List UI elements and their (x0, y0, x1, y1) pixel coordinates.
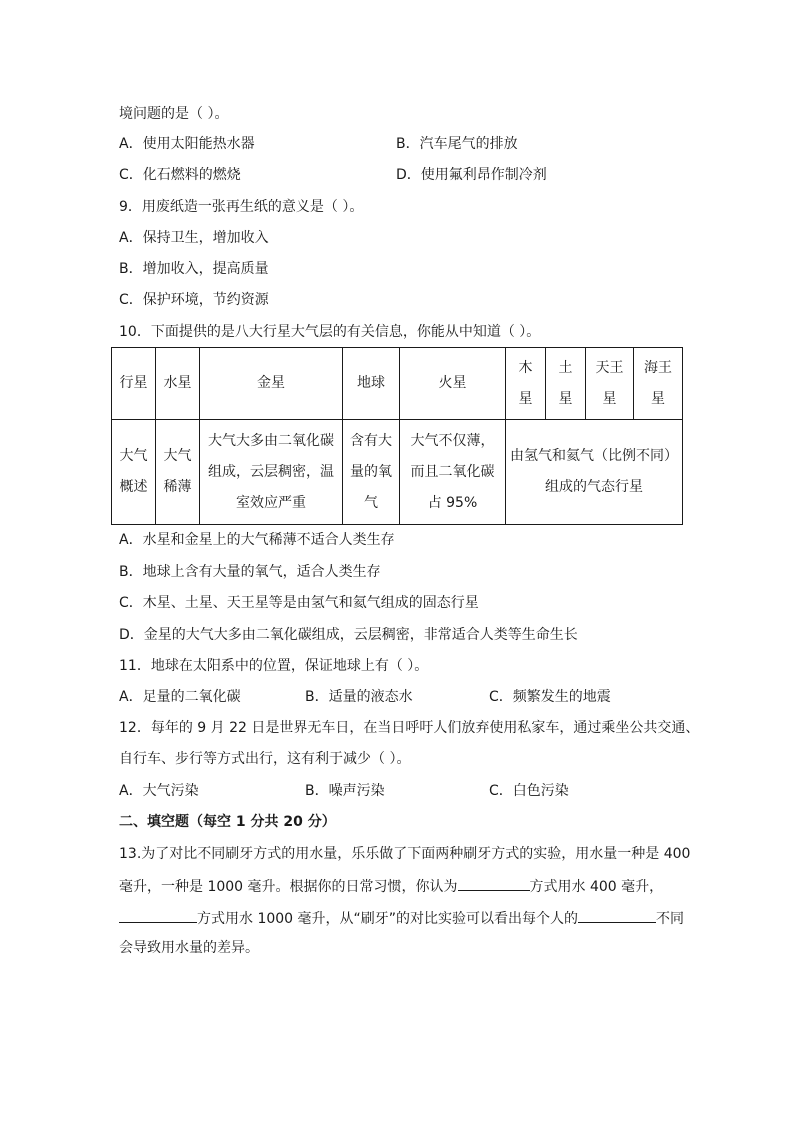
q8-option-b: B．汽车尾气的排放 (396, 136, 518, 152)
q13-line3-post: 不同 (656, 911, 685, 927)
q13-line3-mid: 方式用水 1000 毫升，从“刷牙”的对比实验可以看出每个人的 (197, 911, 579, 927)
cell-mars: 大气不仅薄， 而且二氧化碳 占 95% (410, 432, 495, 511)
q12-option-a: A．大气污染 (119, 783, 199, 799)
header-earth: 地球 (357, 375, 385, 391)
header-planet-label: 行星 (119, 375, 148, 391)
table-atmosphere-row (112, 420, 683, 525)
q10-option-d: D．金星的大气大多由二氧化碳组成，云层稠密，非常适合人类等生命生长 (119, 627, 578, 643)
header-mercury: 水星 (163, 375, 192, 391)
cell-gas-giants: 由氢气和氦气（比例不同） 组成的气态行星 (510, 448, 678, 495)
header-neptune: 海王 星 (644, 359, 672, 407)
q12-option-c: C．白色污染 (489, 783, 569, 799)
table-header-row (112, 348, 683, 420)
answer-blank-1[interactable] (458, 876, 530, 891)
q8-option-d: D．使用氟利昂作制冷剂 (396, 167, 547, 183)
q11-option-c: C．频繁发生的地震 (489, 689, 611, 705)
q10-stem: 10．下面提供的是八大行星大气层的有关信息，你能从中知道（ ）。 (119, 324, 541, 340)
cell-mercury: 大气 稀薄 (163, 448, 192, 495)
header-venus: 金星 (257, 375, 285, 391)
q13-line1: 13.为了对比不同刷牙方式的用水量，乐乐做了下面两种刷牙方式的实验，用水量一种是 400 (119, 846, 691, 862)
q13-line2-post: 方式用水 400 毫升， (529, 879, 664, 895)
planet-atmosphere-table (111, 347, 683, 525)
q8-option-c: C．化石燃料的燃烧 (119, 167, 241, 183)
q9-stem: 9．用废纸造一张再生纸的意义是（ ）。 (119, 199, 364, 215)
q11-option-a: A．足量的二氧化碳 (119, 689, 241, 705)
header-uranus: 天王 星 (595, 359, 624, 407)
q9-option-c: C．保护环境，节约资源 (119, 292, 269, 308)
row-label: 大气 概述 (119, 448, 148, 495)
answer-blank-3[interactable] (578, 908, 656, 923)
q9-option-b: B．增加收入，提高质量 (119, 261, 269, 277)
q13-line2-pre: 毫升，一种是 1000 毫升。根据你的日常习惯，你认为 (119, 879, 458, 895)
q8-option-a: A．使用太阳能热水器 (119, 136, 255, 152)
section-heading-fill-in: 二、填空题（每空 1 分共 20 分） (119, 814, 336, 830)
header-saturn: 土 星 (558, 359, 573, 407)
header-mars: 火星 (438, 375, 467, 391)
q13-line3 (119, 908, 684, 926)
q9-option-a: A．保持卫生，增加收入 (119, 230, 269, 246)
q10-option-c: C．木星、土星、天王星等是由氢气和氦气组成的固态行星 (119, 595, 479, 611)
q11-option-b: B．适量的液态水 (305, 689, 413, 705)
answer-blank-2[interactable] (119, 908, 197, 923)
cell-venus: 大气大多由二氧化碳 组成，云层稠密，温 室效应严重 (208, 432, 334, 511)
q12-option-b: B．噪声污染 (305, 783, 385, 799)
header-jupiter: 木 星 (518, 359, 533, 407)
q12-stem-line2: 自行车、步行等方式出行，这有利于减少（ ）。 (119, 751, 411, 767)
q10-option-a: A．水星和金星上的大气稀薄不适合人类生存 (119, 532, 395, 548)
cell-earth: 含有大 量的氧 气 (350, 432, 392, 511)
q13-line2 (119, 876, 663, 894)
q11-stem: 11．地球在太阳系中的位置，保证地球上有（ ）。 (119, 658, 429, 674)
q13-line4: 会导致用水量的差异。 (119, 940, 259, 956)
q8-stem-tail: 境问题的是（ ）。 (119, 106, 229, 122)
q12-stem-line1: 12．每年的 9 月 22 日是世界无车日，在当日呼吁人们放弃使用私家车，通过乘坐公共交通、 (119, 720, 700, 736)
q10-option-b: B．地球上含有大量的氧气，适合人类生存 (119, 564, 381, 580)
